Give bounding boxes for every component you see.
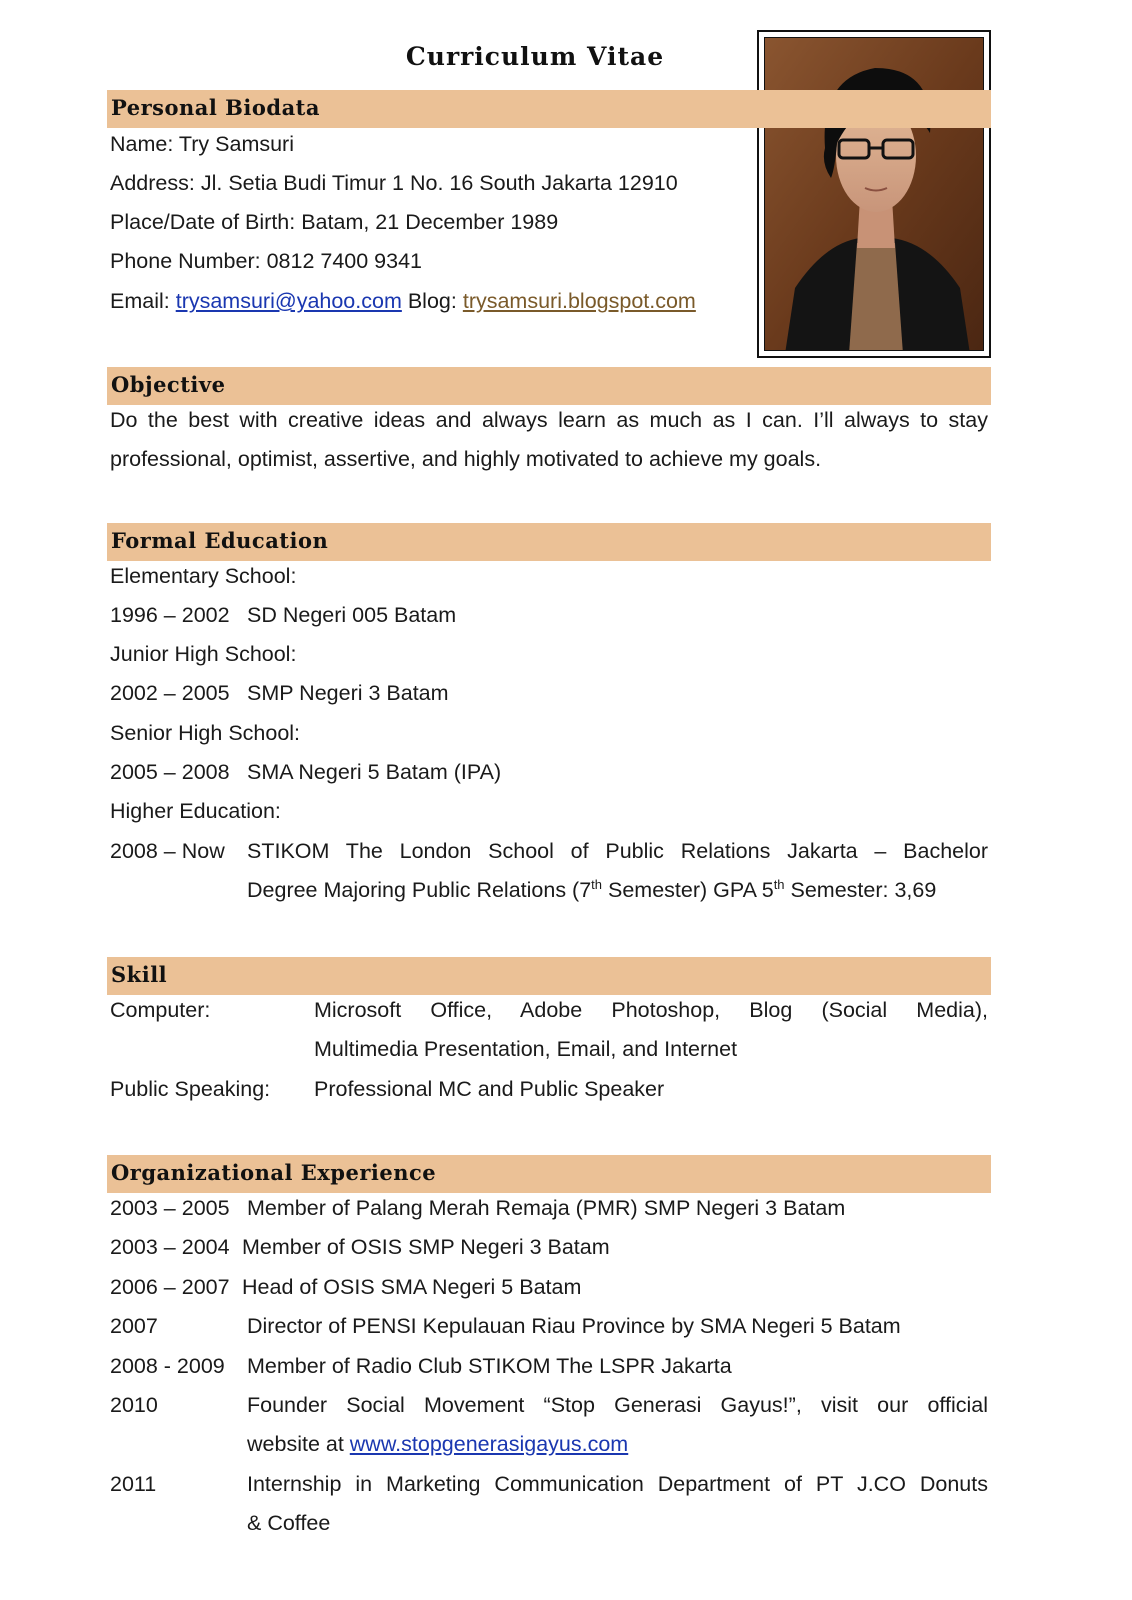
speaking-value: Professional MC and Public Speaker [314, 1077, 665, 1101]
section-title: Organizational Experience [111, 1160, 437, 1185]
section-header-skill [107, 957, 991, 995]
founder-line-2 [247, 1431, 628, 1457]
website-link[interactable]: www.stopgenerasigayus.com [349, 1432, 629, 1456]
org-year: 2008 - 2009 [110, 1354, 225, 1378]
blog-label: Blog: [407, 289, 457, 313]
address-line [110, 170, 678, 196]
org-year: 2003 – 2005 [110, 1196, 230, 1220]
phone-value: 0812 7400 9341 [266, 249, 423, 273]
gpa-text: Semester) GPA 5 [602, 878, 774, 902]
objective-line-2: professional, optimist, assertive, and highly motivated to achieve my goals. [110, 447, 822, 471]
portrait-illustration [765, 38, 984, 351]
address-value: Jl. Setia Budi Timur 1 No. 16 South Jakarta 12910 [200, 171, 678, 195]
org-text: Member of Palang Merah Remaja (PMR) SMP Negeri 3 Batam [247, 1196, 846, 1220]
org-year: 2003 – 2004 [110, 1235, 230, 1259]
ordinal-suffix: th [591, 876, 603, 892]
section-title: Objective [111, 372, 226, 397]
higher-label: Higher Education: [110, 799, 281, 823]
degree-text: Degree Majoring Public Relations (7 [247, 878, 592, 902]
founder-line-1: Founder Social Movement “Stop Generasi Gayus!”, visit our official [247, 1393, 988, 1417]
computer-label: Computer: [110, 998, 211, 1022]
org-year: 2011 [110, 1472, 157, 1496]
org-text: Head of OSIS SMA Negeri 5 Batam [242, 1275, 582, 1299]
email-link[interactable]: trysamsuri@yahoo.com [175, 289, 402, 313]
org-year: 2010 [110, 1393, 158, 1417]
name-value: Try Samsuri [178, 132, 294, 156]
intern-line-2: & Coffee [247, 1511, 331, 1535]
section-title: Skill [111, 962, 168, 987]
computer-line-2: Multimedia Presentation, Email, and Internet [314, 1037, 738, 1061]
section-header-organization [107, 1155, 991, 1193]
objective-line-1: Do the best with creative ideas and always learn as much as I can. I’ll always to stay [110, 408, 988, 432]
phone-line [110, 248, 422, 274]
birth-label: Place/Date of Birth: [110, 210, 296, 234]
intern-line-1: Internship in Marketing Communication Department of PT J.CO Donuts [247, 1472, 988, 1496]
ordinal-suffix: th [773, 876, 785, 892]
senior-school: SMA Negeri 5 Batam (IPA) [247, 760, 502, 784]
org-text: Member of Radio Club STIKOM The LSPR Jakarta [247, 1354, 732, 1378]
section-header-education [107, 523, 991, 561]
profile-photo-frame [757, 30, 991, 358]
name-line [110, 131, 294, 157]
page-title: Curriculum Vitae [405, 42, 665, 71]
higher-year: 2008 – Now [110, 839, 225, 863]
junior-school: SMP Negeri 3 Batam [247, 681, 449, 705]
birth-line [110, 209, 558, 235]
email-label: Email: [110, 289, 170, 313]
senior-label: Senior High School: [110, 721, 301, 745]
junior-year: 2002 – 2005 [110, 681, 230, 705]
section-title: Formal Education [111, 528, 329, 553]
name-label: Name: [110, 132, 174, 156]
contact-line [110, 288, 696, 314]
address-label: Address: [110, 171, 195, 195]
section-header-personal [107, 90, 991, 128]
higher-line-1: STIKOM The London School of Public Relations Jakarta – Bachelor [247, 839, 988, 863]
elementary-label: Elementary School: [110, 564, 297, 588]
speaking-label: Public Speaking: [110, 1077, 271, 1101]
computer-line-1: Microsoft Office, Adobe Photoshop, Blog (Social Media), [314, 998, 988, 1022]
org-year: 2007 [110, 1314, 158, 1338]
birth-value: Batam, 21 December 1989 [301, 210, 559, 234]
section-title: Personal Biodata [111, 95, 320, 120]
elementary-year: 1996 – 2002 [110, 603, 230, 627]
section-header-objective [107, 367, 991, 405]
phone-label: Phone Number: [110, 249, 261, 273]
higher-line-2 [247, 877, 936, 903]
org-year: 2006 – 2007 [110, 1275, 230, 1299]
org-text: Director of PENSI Kepulauan Riau Province by SMA Negeri 5 Batam [247, 1314, 901, 1338]
blog-link[interactable]: trysamsuri.blogspot.com [462, 289, 696, 313]
junior-label: Junior High School: [110, 642, 297, 666]
org-text: Member of OSIS SMP Negeri 3 Batam [242, 1235, 610, 1259]
senior-year: 2005 – 2008 [110, 760, 230, 784]
elementary-school: SD Negeri 005 Batam [247, 603, 457, 627]
website-prefix: website at [247, 1432, 350, 1456]
gpa-value: Semester: 3,69 [784, 878, 937, 902]
profile-photo [764, 37, 984, 351]
